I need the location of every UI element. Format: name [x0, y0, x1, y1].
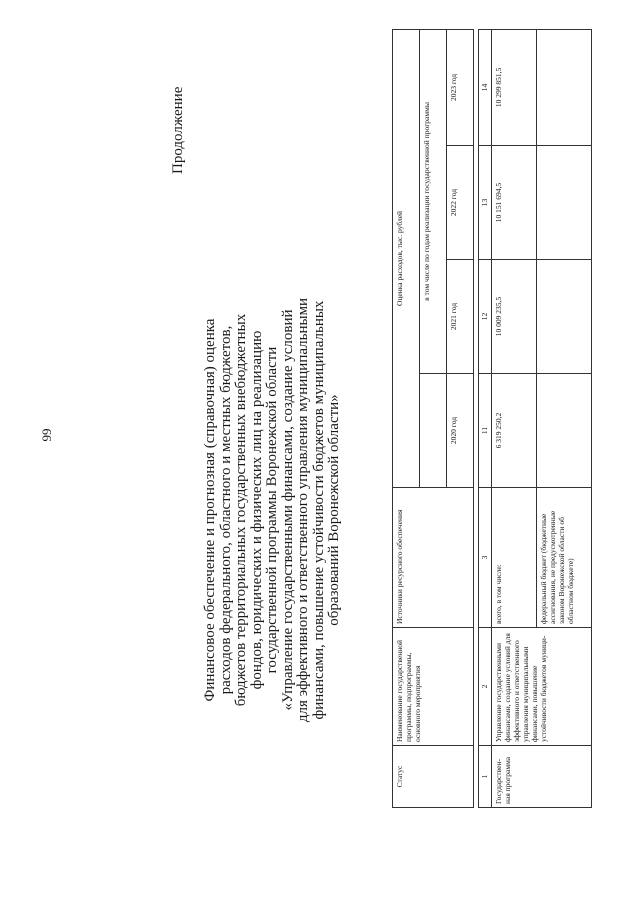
header-source: Источники ресурсного обеспечения — [393, 488, 474, 628]
row-value: 10 009 235,5 — [492, 260, 537, 374]
title-line: расходов федерального, областного и местных бюджетов, — [217, 325, 234, 695]
title-line: финансами, повышение устойчивости бюджетов муниципальных — [310, 300, 327, 720]
continuation-label: Продолжение — [170, 86, 186, 174]
title-line: государственной программы Воронежской области — [264, 346, 280, 674]
header-year: 2022 год — [447, 146, 474, 260]
row-status: Государствен-ная программа — [492, 746, 592, 808]
header-estimate: Оценка расходов, тыс. рублей — [393, 29, 420, 487]
page-number: 99 — [39, 428, 54, 442]
column-number: 14 — [479, 29, 492, 145]
title-line: для эффективного и ответственного управления муниципальными — [295, 297, 311, 723]
title-line: «Управление государственными финансами, создание условий — [279, 309, 296, 711]
column-number: 2 — [479, 628, 492, 746]
header-name: Наименование государственной программы, подпрограммы, основного мероприятия — [393, 628, 474, 746]
title-line: бюджетов территориальных государственных внебюджетных — [233, 313, 249, 707]
column-number: 12 — [479, 260, 492, 374]
header-status: Статус — [393, 746, 474, 808]
title-line: фондов, юридических и физических лиц на реализацию — [248, 330, 265, 690]
column-number: 3 — [479, 488, 492, 628]
header-year: 2023 год — [447, 29, 474, 145]
row-source-federal: федеральный бюджет (бюджетные ассигнования, не предусмотренные законом Воронежской области об областном бюджете) — [537, 488, 592, 628]
row-value: 6 319 250,2 — [492, 374, 537, 488]
row-source-total: всего, в том числе: — [492, 488, 537, 628]
row-name: Управление государственными финансами, создание условий для эффективного и ответственного управления муниципальными финансами, повышение устойчивости бюджетов муници- — [492, 628, 592, 746]
column-number: 11 — [479, 374, 492, 488]
title-line: Финансовое обеспечение и прогнозная (справочная) оценка — [202, 318, 218, 702]
row-value: 10 151 694,5 — [492, 146, 537, 260]
document-title — [203, 200, 343, 820]
finance-table — [392, 29, 592, 808]
column-number: 1 — [479, 746, 492, 808]
header-by-years: в том числе по годам реализации государственной программы — [420, 29, 447, 373]
column-number: 13 — [479, 146, 492, 260]
row-value: 10 299 851,5 — [492, 29, 537, 145]
header-year: 2020 год — [447, 374, 474, 488]
title-line: образований Воронежской области» — [326, 394, 342, 626]
header-year: 2021 год — [447, 260, 474, 374]
